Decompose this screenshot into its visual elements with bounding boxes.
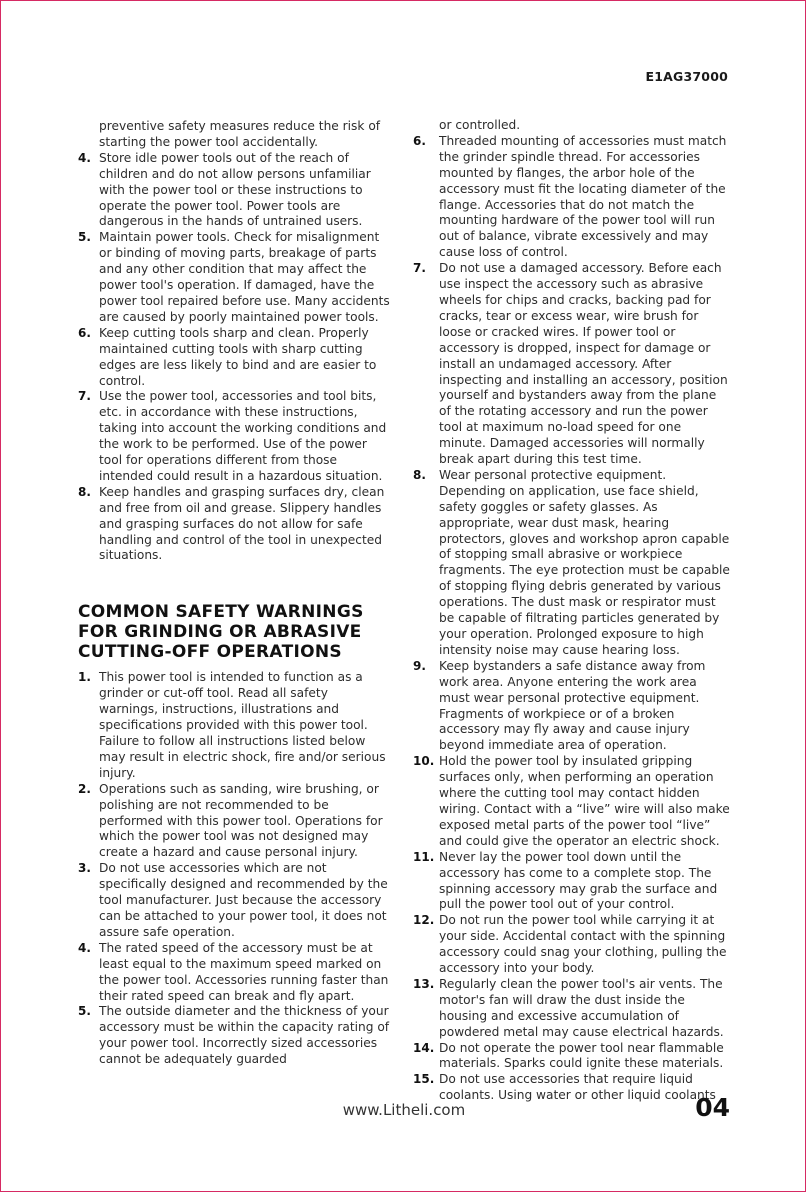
list-item [413,850,731,914]
item-text: The outside diameter and the thickness of your accessory must be within the capacity rating of your power tool. Incorrectly sized accessories cannot be adequately guarded [99,1004,390,1067]
list-item [78,941,390,1005]
item-text: Do not run the power tool while carrying it at your side. Accidental contact with the spinning accessory could snag your clothing, pulling the accessory into your body. [439,913,727,976]
item-text: Wear personal protective equipment. Depending on application, use face shield, safety goggles or safety glasses. As appropriate, wear dust mask, hearing protectors, gloves and workshop apron capable of stopping small abrasive or workpiece fragments. The eye protection must be capable of stopping flying debris generated by various operations. The dust mask or respirator must be capable of filtrating particles generated by your operation. Prolonged exposure to high intensity noise may cause hearing loss. [439,467,730,657]
item-number: 2. [78,781,91,796]
item-number: 5. [78,1004,91,1019]
list-item [78,151,390,231]
item-text: Do not use accessories which are not specifically designed and recommended by the tool manufacturer. Just because the accessory can be attached to your power tool, it does not assure safe operation. [99,861,388,939]
item-text: Do not use accessories that require liquid coolants. Using water or other liquid coolants [439,1072,716,1103]
list-item [78,670,390,781]
item-text: Use the power tool, accessories and tool bits, etc. in accordance with these instructions, taking into account the working conditions and the work to be performed. Use of the power tool for operations different from those intended could result in a hazardous situation. [99,389,387,483]
list-item [413,913,731,977]
list-item [413,754,731,849]
item-number: 7. [78,389,91,404]
item-number: 10. [413,754,435,769]
left-column [78,119,390,1068]
item-text: Store idle power tools out of the reach of children and do not allow persons unfamiliar with the power tool or these instructions to operate the power tool. Power tools are dangerous in the hands of untrained users. [99,150,371,229]
continuation-text: or controlled. [439,118,521,132]
item-number: 1. [78,670,91,685]
item-number: 6. [78,325,91,340]
item-number: 11. [413,849,435,864]
item-number: 6. [413,133,426,148]
list-item [413,261,731,468]
list-item [78,1004,390,1068]
item-number: 14. [413,1040,435,1055]
item-text: Do not use a damaged accessory. Before each use inspect the accessory such as abrasive wheels for chips and cracks, backing pad for cracks, tear or excess wear, wire brush for loose or cracked wires. If power tool or accessory is dropped, inspect for damage or install an undamaged accessory. After inspecting and installing an accessory, position yourself and bystanders away from the plane of the rotating accessory and run the power tool at maximum no-load speed for one minute. Damaged accessories will normally break apart during this test time. [439,261,728,467]
list-item [78,326,390,390]
website-url: www.Litheli.com [342,1101,466,1119]
item-number: 15. [413,1072,435,1087]
list-item [413,468,731,659]
right-column [413,118,731,1104]
item-text: Operations such as sanding, wire brushing, or polishing are not recommended to be performed with this power tool. Operations for which the power tool was not designed may create a hazard and cause personal injury. [99,781,383,860]
list-item [413,134,731,261]
item-number: 13. [413,976,435,991]
list-item [78,230,390,325]
item-number: 9. [413,658,426,673]
item-text: Keep bystanders a safe distance away from work area. Anyone entering the work area must wear personal protective equipment. Fragments of workpiece or of a broken accessory may fly away and cause injury beyond immediate area of operation. [439,658,706,753]
item-text: The rated speed of the accessory must be at least equal to the maximum speed marked on the power tool. Accessories running faster than their rated speed can break and fly apart. [99,940,389,1003]
document-code: E1AG37000 [645,69,728,84]
list-item [78,485,390,565]
item-text: Maintain power tools. Check for misalignment or binding of moving parts, breakage of parts and any other condition that may affect the power tool's operation. If damaged, have the power tool repaired before use. Many accidents are caused by poorly maintained power tools. [99,230,390,324]
list-item [413,1041,731,1073]
list-item [413,977,731,1041]
item-number: 4. [78,150,91,165]
item-text: Threaded mounting of accessories must match the grinder spindle thread. For accessories mounted by flanges, the arbor hole of the accessory must fit the locating diameter of the flange. Accessories that do not match the mounting hardware of the power tool will run out of balance, vibrate excessively and may cause loss of control. [439,133,727,260]
section-heading: COMMON SAFETY WARNINGS FOR GRINDING OR ABRASIVE CUTTING-OFF OPERATIONS [78,602,364,663]
item-number: 3. [78,861,91,876]
item-text: This power tool is intended to function as a grinder or cut-off tool. Read all safety warnings, instructions, illustrations and specifications provided with this power tool. Failure to follow all instructions listed below may result in electric shock, fire and/or serious injury. [99,670,386,780]
page-number: 04 [695,1093,730,1122]
list-item [413,1072,731,1104]
item-text: Do not operate the power tool near flammable materials. Sparks could ignite these materials. [439,1040,724,1071]
item-text: Keep handles and grasping surfaces dry, clean and free from oil and grease. Slippery handles and grasping surfaces do not allow for safe handling and control of the tool in unexpected situations. [99,484,385,563]
item-text: Hold the power tool by insulated gripping surfaces only, when performing an operation where the cutting tool may contact hidden wiring. Contact with a “live” wire will also make exposed metal parts of the power tool “live” and could give the operator an electric shock. [439,754,730,848]
list-item [78,389,390,484]
item-number: 5. [78,230,91,245]
item-text: Keep cutting tools sharp and clean. Properly maintained cutting tools with sharp cutting edges are less likely to bind and are easier to control. [99,325,377,388]
intro-continuation: preventive safety measures reduce the risk of starting the power tool accidentally. [99,119,381,149]
item-number: 8. [413,467,426,482]
item-number: 12. [413,913,435,928]
list-item [413,659,731,754]
item-text: Regularly clean the power tool's air vents. The motor's fan will draw the dust inside the housing and excessive accumulation of powdered metal may cause electrical hazards. [439,976,724,1039]
list-item [78,861,390,941]
item-number: 4. [78,940,91,955]
item-number: 8. [78,484,91,499]
item-number: 7. [413,261,426,276]
list-item [78,782,390,862]
item-text: Never lay the power tool down until the accessory has come to a complete stop. The spinning accessory may grab the surface and pull the power tool out of your control. [439,849,718,912]
